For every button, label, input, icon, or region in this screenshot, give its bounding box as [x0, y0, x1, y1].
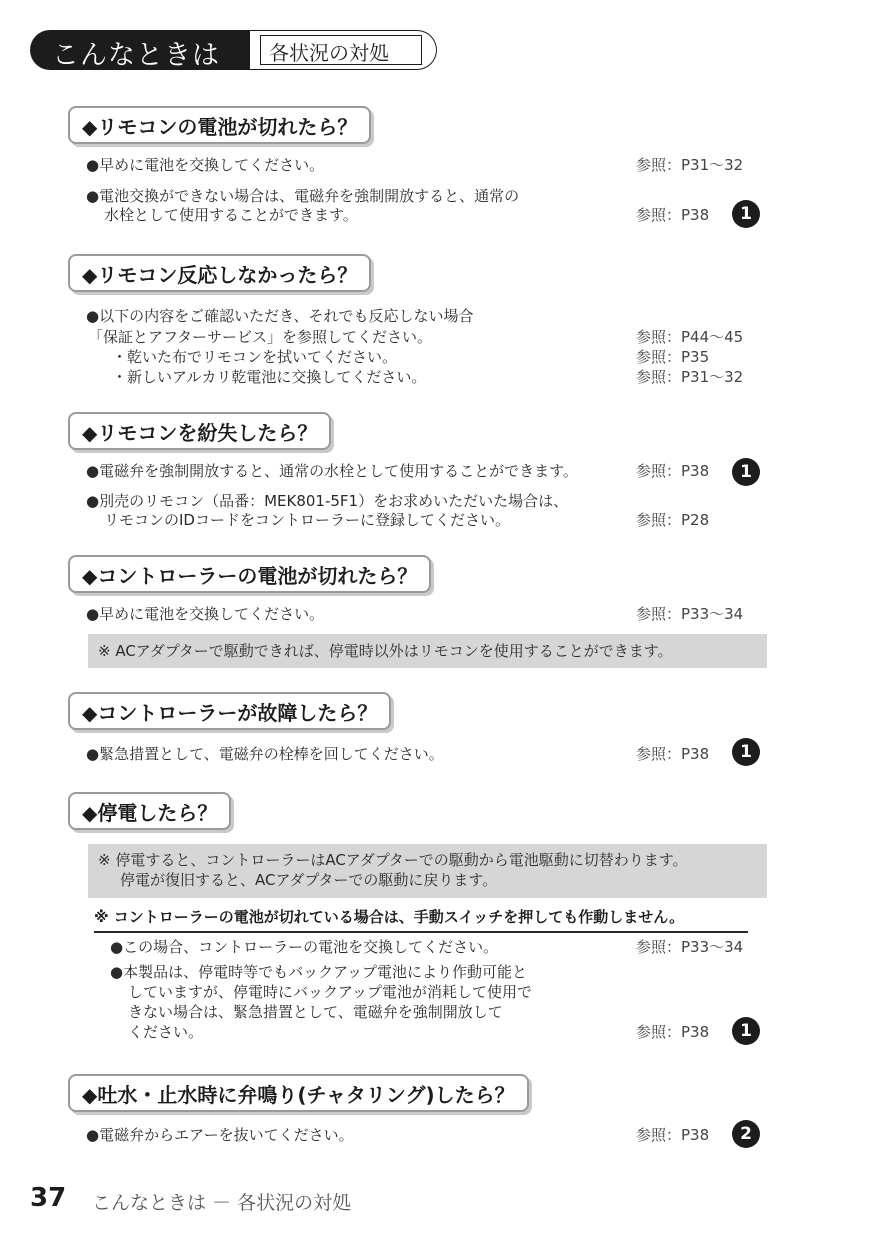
reference-text: 参照：P33〜34	[636, 938, 744, 956]
item-text: していますが、停電時にバックアップ電池が消耗して使用で	[128, 983, 532, 1001]
section-heading-power-outage: ◆停電したら？	[68, 792, 231, 830]
reference-text: 参照：P44〜45	[636, 328, 744, 346]
item-text: 水栓として使用することができます。	[104, 206, 358, 224]
item-text: ●以下の内容をご確認いただき、それでも反応しない場合	[86, 307, 474, 325]
section-heading-controller-failure: ◆コントローラーが故障したら？	[68, 692, 391, 730]
item-text: ●緊急措置として、電磁弁の栓棒を回してください。	[86, 745, 444, 763]
item-text: ●電磁弁を強制開放すると、通常の水栓として使用することができます。	[86, 462, 578, 480]
reference-text: 参照：P38	[636, 206, 710, 224]
page-number: 37	[30, 1183, 67, 1213]
step-number-badge: 2	[732, 1120, 760, 1148]
banner-main-block	[30, 30, 250, 70]
section-heading-controller-battery: ◆コントローラーの電池が切れたら？	[68, 555, 431, 593]
item-text: ●早めに電池を交換してください。	[86, 605, 325, 623]
reference-text: 参照：P28	[636, 511, 710, 529]
banner-main-title: こんなときは	[52, 40, 220, 71]
reference-text: 参照：P38	[636, 1126, 710, 1144]
reference-text: 参照：P31〜32	[636, 368, 744, 386]
reference-text: 参照：P35	[636, 348, 710, 366]
item-text: ・新しいアルカリ乾電池に交換してください。	[112, 368, 427, 386]
warning-underline	[94, 931, 748, 933]
item-text: リモコンのIDコードをコントローラーに登録してください。	[104, 511, 510, 529]
item-text: ●この場合、コントローラーの電池を交換してください。	[110, 938, 499, 956]
reference-text: 参照：P31〜32	[636, 156, 744, 174]
step-number-badge: 1	[732, 1017, 760, 1045]
note-text: ※ 停電すると、コントローラーはACアダプターでの駆動から電池駆動に切替わります。	[98, 851, 688, 869]
banner-sub-box	[260, 35, 422, 65]
item-text: ●本製品は、停電時等でもバックアップ電池により作動可能と	[110, 963, 528, 981]
item-text: ●別売のリモコン（品番：MEK801-5F1）をお求めいただいた場合は、	[86, 492, 569, 510]
section-heading-remote-no-response: ◆リモコン反応しなかったら？	[68, 254, 371, 292]
page-title-banner	[30, 30, 438, 70]
section-heading-remote-lost: ◆リモコンを紛失したら？	[68, 412, 331, 450]
section-heading-remote-battery: ◆リモコンの電池が切れたら？	[68, 106, 371, 144]
reference-text: 参照：P38	[636, 745, 710, 763]
banner-sub-title: 各状況の対処	[269, 41, 389, 65]
note-box	[88, 844, 767, 898]
item-text: ・乾いた布でリモコンを拭いてください。	[112, 348, 398, 366]
item-text: きない場合は、緊急措置として、電磁弁を強制開放して	[128, 1003, 503, 1021]
note-text: 停電が復旧すると、ACアダプターでの駆動に戻ります。	[120, 871, 498, 889]
item-text: ●早めに電池を交換してください。	[86, 156, 325, 174]
item-text: ●電磁弁からエアーを抜いてください。	[86, 1126, 354, 1144]
item-text: ください。	[128, 1023, 204, 1041]
item-text: ●電池交換ができない場合は、電磁弁を強制開放すると、通常の	[86, 187, 520, 205]
reference-text: 参照：P38	[636, 462, 710, 480]
reference-text: 参照：P38	[636, 1023, 710, 1041]
step-number-badge: 1	[732, 738, 760, 766]
note-text: ※ ACアダプターで駆動できれば、停電時以外はリモコンを使用することができます。	[98, 642, 673, 660]
step-number-badge: 1	[732, 458, 760, 486]
step-number-badge: 1	[732, 200, 760, 228]
section-heading-valve-chattering: ◆吐水・止水時に弁鳴り(チャタリング)したら？	[68, 1074, 529, 1112]
warning-text: ※ コントローラーの電池が切れている場合は、手動スイッチを押しても作動しません。	[94, 908, 685, 926]
reference-text: 参照：P33〜34	[636, 605, 744, 623]
footer-title: こんなときは － 各状況の対処	[92, 1192, 352, 1214]
note-box	[88, 634, 767, 668]
item-text: 「保証とアフターサービス」を参照してください。	[88, 328, 432, 346]
